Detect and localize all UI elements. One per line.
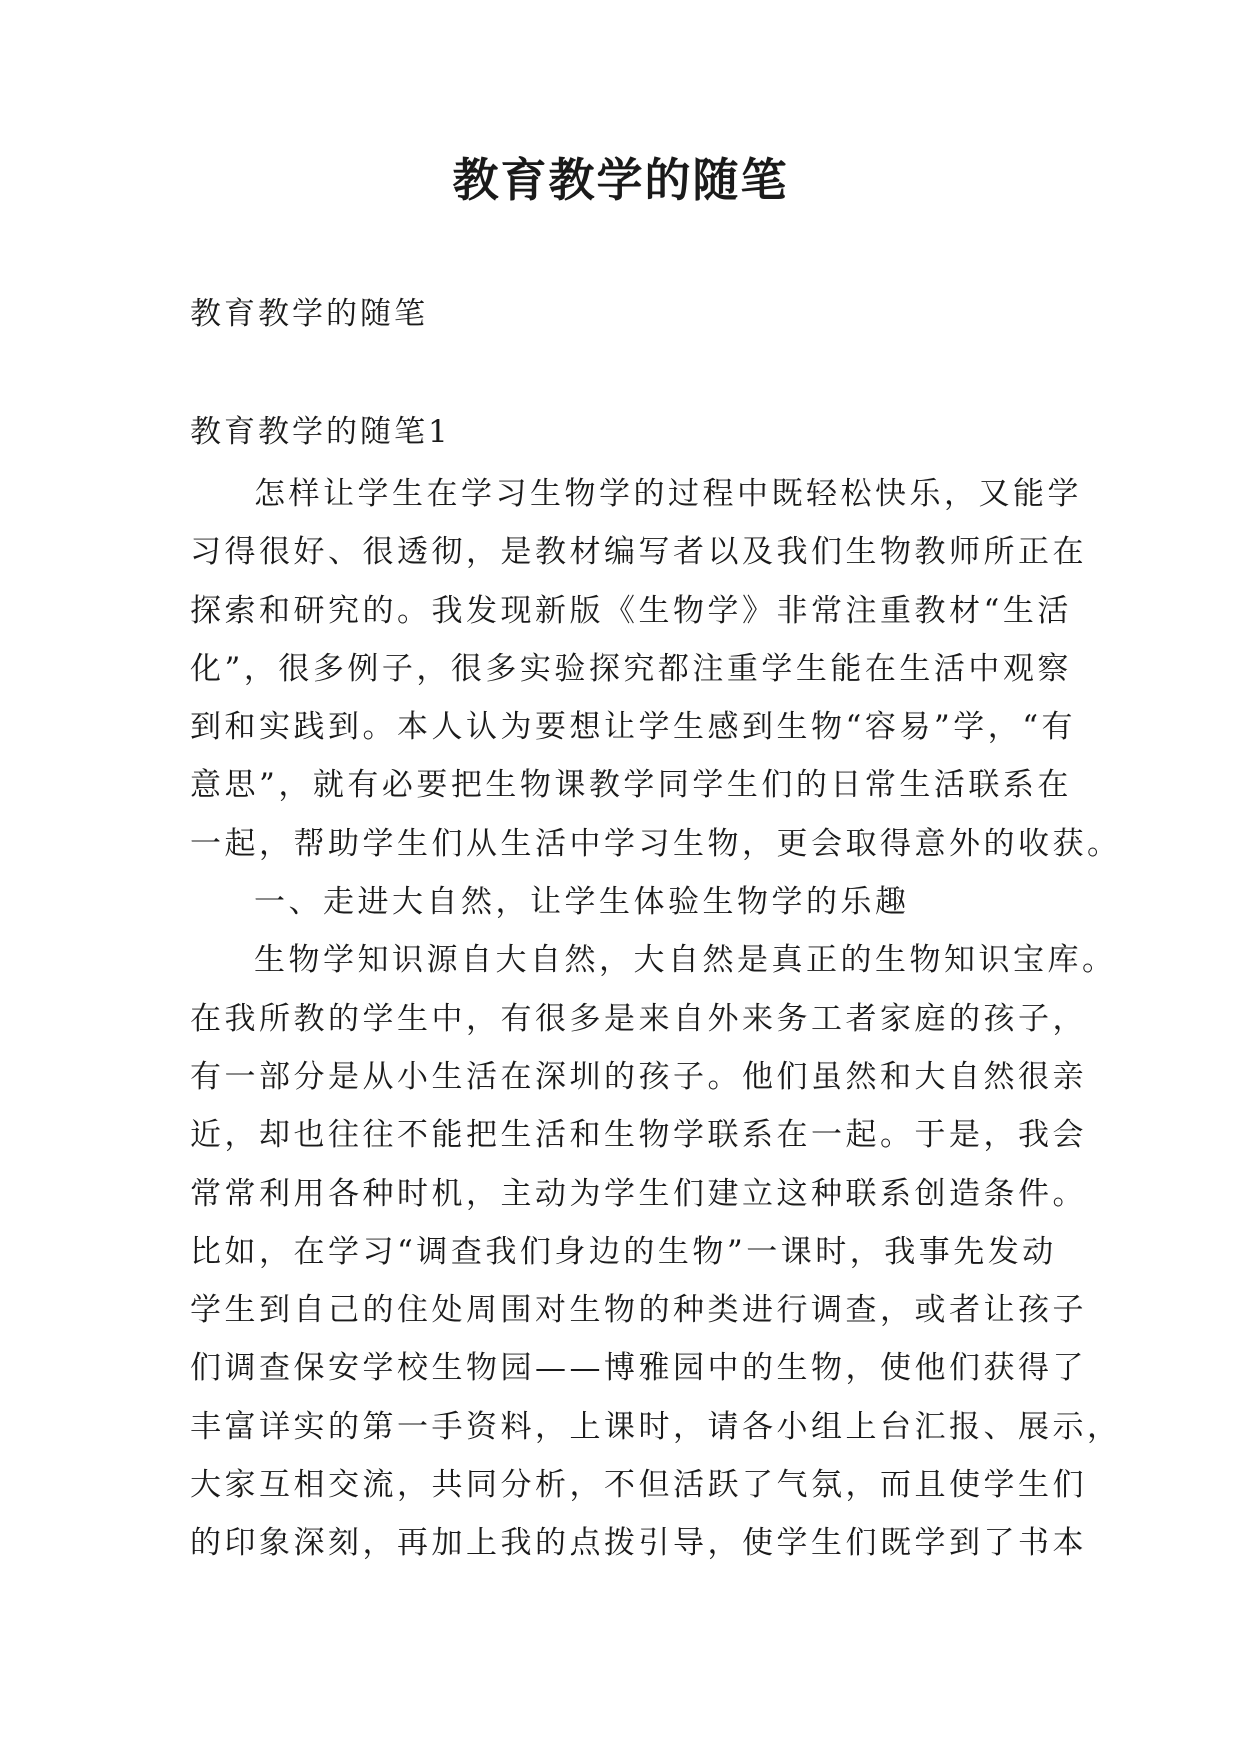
paragraph-line: 意思”，就有必要把生物课教学同学生们的日常生活联系在 [190,767,1072,804]
paragraph-line: 一起，帮助学生们从生活中学习生物，更会取得意外的收获。 [190,825,1122,862]
paragraph-line: 们调查保安学校生物园——博雅园中的生物，使他们获得了 [190,1350,1087,1387]
paragraph-line: 学生到自己的住处周围对生物的种类进行调查，或者让孩子 [190,1292,1087,1329]
paragraph-line: 习得很好、很透彻，是教材编写者以及我们生物教师所正在 [190,534,1087,571]
document-subtitle: 教育教学的随笔 [190,296,428,332]
document-title: 教育教学的随笔 [452,153,789,207]
body-text [190,465,1122,1573]
paragraph-line: 探索和研究的。我发现新版《生物学》非常注重教材“生活 [190,592,1072,629]
paragraph-line: 有一部分是从小生活在深圳的孩子。他们虽然和大自然很亲 [190,1058,1087,1095]
paragraph-line: 丰富详实的第一手资料，上课时，请各小组上台汇报、展示， [190,1408,1122,1445]
paragraph-line: 生物学知识源自大自然，大自然是真正的生物知识宝库。 [254,942,1117,979]
paragraph-line: 近，却也往往不能把生活和生物学联系在一起。于是，我会 [190,1117,1087,1154]
paragraph-line: 常常利用各种时机，主动为学生们建立这种联系创造条件。 [190,1175,1087,1212]
paragraph-line: 化”，很多例子，很多实验探究都注重学生能在生活中观察 [190,650,1072,687]
subsection-heading: 一、走进大自然，让学生体验生物学的乐趣 [254,884,910,921]
section-heading: 教育教学的随笔1 [190,414,451,450]
paragraph-line: 比如，在学习“调查我们身边的生物”一课时，我事先发动 [190,1233,1057,1270]
paragraph-line: 大家互相交流，共同分析，不但活跃了气氛，而且使学生们 [190,1467,1087,1504]
paragraph-line: 怎样让学生在学习生物学的过程中既轻松快乐，又能学 [254,476,1082,512]
paragraph-line: 在我所教的学生中，有很多是来自外来务工者家庭的孩子， [190,1000,1087,1037]
paragraph-line: 到和实践到。本人认为要想让学生感到生物“容易”学，“有 [190,709,1077,746]
paragraph-line: 的印象深刻，再加上我的点拨引导，使学生们既学到了书本 [190,1525,1087,1562]
